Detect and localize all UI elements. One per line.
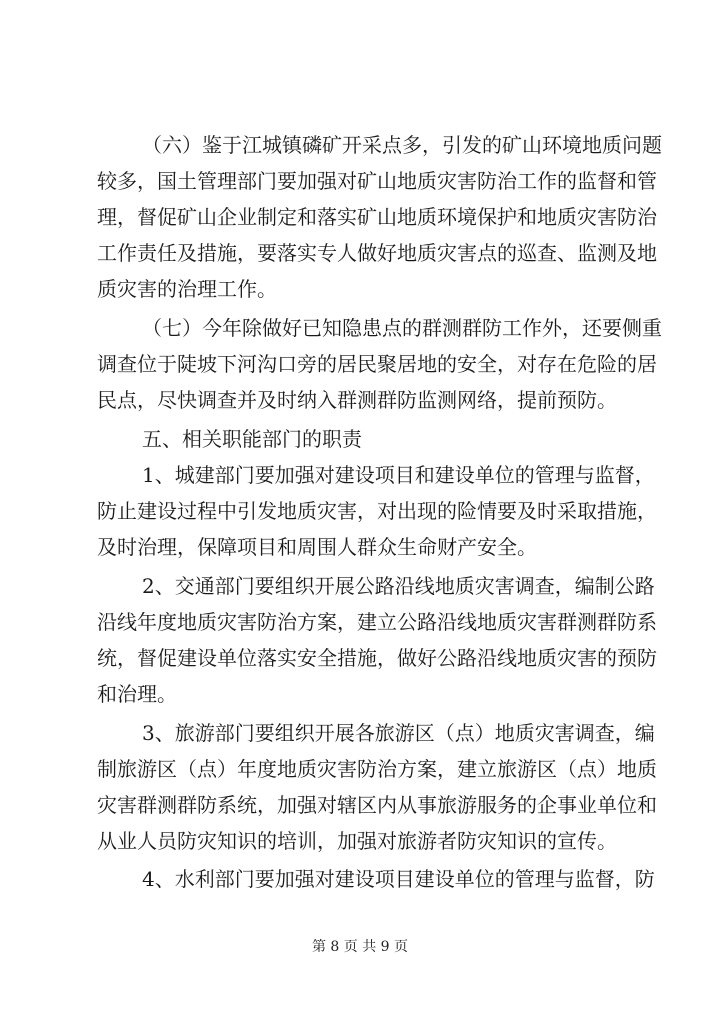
item-4-line-1: 4、水利部门要加强对建设项目建设单位的管理与监督，防 (142, 867, 655, 891)
paragraph-6-line-5: 质灾害的治理工作。 (97, 277, 277, 301)
item-2-line-4: 和治理。 (97, 682, 177, 706)
item-2-line-2: 沿线年度地质灾害防治方案，建立公路沿线地质灾害群测群防系 (97, 610, 657, 634)
item-2-line-1: 2、交通部门要组织开展公路沿线地质灾害调查，编制公路 (142, 574, 655, 598)
paragraph-7-line-1: （七）今年除做好已知隐患点的群测群防工作外，还要侧重 (142, 316, 662, 340)
page-footer: 第 8 页 共 9 页 (311, 939, 409, 955)
item-1-line-1: 1、城建部门要加强对建设项目和建设单位的管理与监督， (142, 463, 655, 487)
paragraph-6-line-4: 工作责任及措施，要落实专人做好地质灾害点的巡查、监测及地 (97, 241, 657, 265)
item-1-line-2: 防止建设过程中引发地质灾害，对出现的险情要及时采取措施， (97, 499, 657, 523)
item-1-line-3: 及时治理，保障项目和周围人群众生命财产安全。 (97, 535, 537, 559)
item-3-line-3: 灾害群测群防系统，加强对辖区内从事旅游服务的企事业单位和 (97, 793, 657, 817)
item-3-line-2: 制旅游区（点）年度地质灾害防治方案，建立旅游区（点）地质 (97, 757, 657, 781)
paragraph-7-line-2: 调查位于陡坡下河沟口旁的居民聚居地的安全，对存在危险的居 (97, 352, 657, 376)
item-3-line-4: 从业人员防灾知识的培训，加强对旅游者防灾知识的宣传。 (97, 829, 617, 853)
item-2-line-3: 统，督促建设单位落实安全措施，做好公路沿线地质灾害的预防 (97, 646, 657, 670)
paragraph-6-line-3: 理，督促矿山企业制定和落实矿山地质环境保护和地质灾害防治 (97, 205, 657, 229)
paragraph-6-line-1: （六）鉴于江城镇磷矿开采点多，引发的矿山环境地质问题 (142, 133, 662, 157)
item-3-line-1: 3、旅游部门要组织开展各旅游区（点）地质灾害调查，编 (142, 721, 655, 745)
section-heading: 五、相关职能部门的职责 (142, 427, 362, 451)
paragraph-7-line-3: 民点，尽快调查并及时纳入群测群防监测网络，提前预防。 (97, 388, 617, 412)
paragraph-6-line-2: 较多，国土管理部门要加强对矿山地质灾害防治工作的监督和管 (97, 169, 657, 193)
